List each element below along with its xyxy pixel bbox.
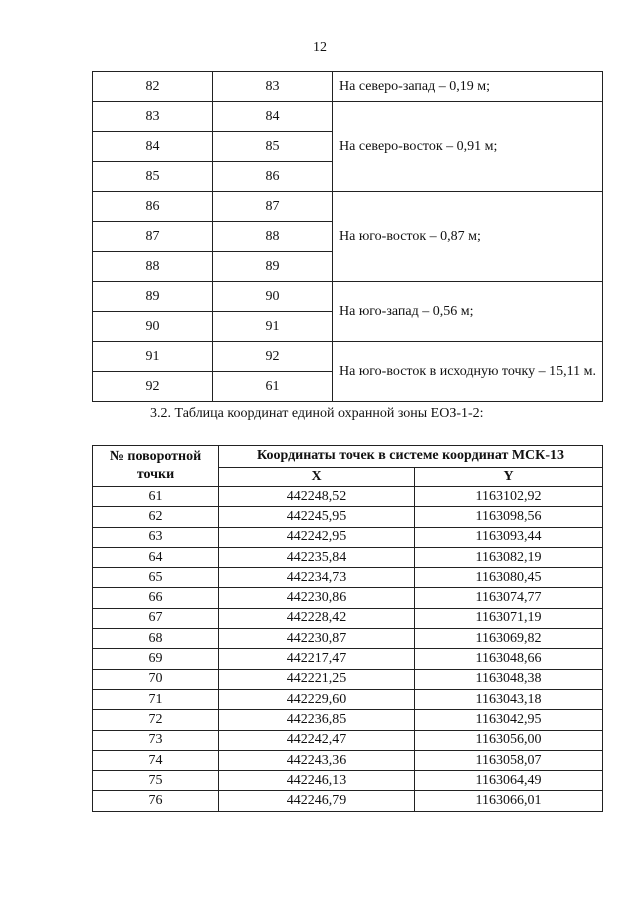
segment-from: 88 <box>93 252 213 282</box>
segment-direction: На юго-запад – 0,56 м; <box>333 282 603 342</box>
coord-y: 1163043,18 <box>415 689 603 709</box>
point-number: 74 <box>93 750 219 770</box>
point-number: 68 <box>93 629 219 649</box>
segment-from: 83 <box>93 102 213 132</box>
segment-to: 90 <box>213 282 333 312</box>
coord-x: 442228,42 <box>219 608 415 628</box>
coordinate-row <box>93 507 603 527</box>
header-coordinate-system: Координаты точек в системе координат МСК-13 <box>219 446 603 468</box>
segment-row <box>93 192 603 222</box>
point-number: 65 <box>93 568 219 588</box>
coord-y: 1163048,66 <box>415 649 603 669</box>
point-number: 72 <box>93 710 219 730</box>
coord-y: 1163102,92 <box>415 487 603 507</box>
coordinate-row <box>93 791 603 811</box>
coord-y: 1163080,45 <box>415 568 603 588</box>
point-number: 69 <box>93 649 219 669</box>
point-number: 61 <box>93 487 219 507</box>
segment-direction: На юго-восток в исходную точку – 15,11 м. <box>333 342 603 402</box>
coord-y: 1163056,00 <box>415 730 603 750</box>
segment-from: 92 <box>93 372 213 402</box>
segment-from: 91 <box>93 342 213 372</box>
segment-direction: На юго-восток – 0,87 м; <box>333 192 603 282</box>
segment-row <box>93 342 603 372</box>
coordinate-row <box>93 547 603 567</box>
segment-direction: На северо-восток – 0,91 м; <box>333 102 603 192</box>
coord-x: 442242,95 <box>219 527 415 547</box>
point-number: 70 <box>93 669 219 689</box>
point-number: 64 <box>93 547 219 567</box>
coord-y: 1163098,56 <box>415 507 603 527</box>
coordinate-row <box>93 608 603 628</box>
point-number: 75 <box>93 771 219 791</box>
segment-to: 61 <box>213 372 333 402</box>
coord-x: 442230,86 <box>219 588 415 608</box>
coordinate-row <box>93 771 603 791</box>
coordinate-row <box>93 689 603 709</box>
header-y: Y <box>415 467 603 486</box>
coord-y: 1163058,07 <box>415 750 603 770</box>
coord-x: 442242,47 <box>219 730 415 750</box>
coord-x: 442221,25 <box>219 669 415 689</box>
segment-to: 87 <box>213 192 333 222</box>
segments-table <box>92 71 603 402</box>
coord-y: 1163066,01 <box>415 791 603 811</box>
coordinate-row <box>93 669 603 689</box>
segment-to: 84 <box>213 102 333 132</box>
coord-x: 442236,85 <box>219 710 415 730</box>
coordinate-row <box>93 649 603 669</box>
coordinate-row <box>93 568 603 588</box>
coord-x: 442235,84 <box>219 547 415 567</box>
segment-from: 84 <box>93 132 213 162</box>
coord-y: 1163069,82 <box>415 629 603 649</box>
coordinate-row <box>93 588 603 608</box>
coord-x: 442245,95 <box>219 507 415 527</box>
coord-y: 1163071,19 <box>415 608 603 628</box>
segment-from: 87 <box>93 222 213 252</box>
section-title: 3.2. Таблица координат единой охранной зоны ЕОЗ-1-2: <box>150 406 484 421</box>
point-number: 76 <box>93 791 219 811</box>
segment-from: 86 <box>93 192 213 222</box>
coordinates-table <box>92 445 603 812</box>
segment-from: 89 <box>93 282 213 312</box>
segment-to: 83 <box>213 72 333 102</box>
segment-from: 85 <box>93 162 213 192</box>
coord-y: 1163074,77 <box>415 588 603 608</box>
coordinate-row <box>93 629 603 649</box>
coord-y: 1163048,38 <box>415 669 603 689</box>
point-number: 73 <box>93 730 219 750</box>
coord-x: 442246,79 <box>219 791 415 811</box>
segment-to: 91 <box>213 312 333 342</box>
segment-to: 89 <box>213 252 333 282</box>
segment-direction: На северо-запад – 0,19 м; <box>333 72 603 102</box>
coord-y: 1163093,44 <box>415 527 603 547</box>
segment-to: 85 <box>213 132 333 162</box>
coord-y: 1163082,19 <box>415 547 603 567</box>
coord-x: 442248,52 <box>219 487 415 507</box>
point-number: 63 <box>93 527 219 547</box>
header-point-number: № поворотной точки <box>93 446 219 487</box>
coordinate-row <box>93 730 603 750</box>
coord-x: 442246,13 <box>219 771 415 791</box>
segment-row <box>93 72 603 102</box>
coordinate-row <box>93 710 603 730</box>
coord-x: 442229,60 <box>219 689 415 709</box>
coord-y: 1163064,49 <box>415 771 603 791</box>
coord-x: 442217,47 <box>219 649 415 669</box>
coord-x: 442234,73 <box>219 568 415 588</box>
coordinate-row <box>93 527 603 547</box>
coordinate-row <box>93 487 603 507</box>
coord-x: 442243,36 <box>219 750 415 770</box>
segment-to: 92 <box>213 342 333 372</box>
point-number: 67 <box>93 608 219 628</box>
coord-x: 442230,87 <box>219 629 415 649</box>
page-number: 12 <box>313 40 327 55</box>
segment-row <box>93 282 603 312</box>
segment-to: 88 <box>213 222 333 252</box>
point-number: 66 <box>93 588 219 608</box>
point-number: 71 <box>93 689 219 709</box>
segment-row <box>93 102 603 132</box>
segment-from: 90 <box>93 312 213 342</box>
segment-to: 86 <box>213 162 333 192</box>
header-x: X <box>219 467 415 486</box>
segment-from: 82 <box>93 72 213 102</box>
coordinate-row <box>93 750 603 770</box>
point-number: 62 <box>93 507 219 527</box>
coord-y: 1163042,95 <box>415 710 603 730</box>
